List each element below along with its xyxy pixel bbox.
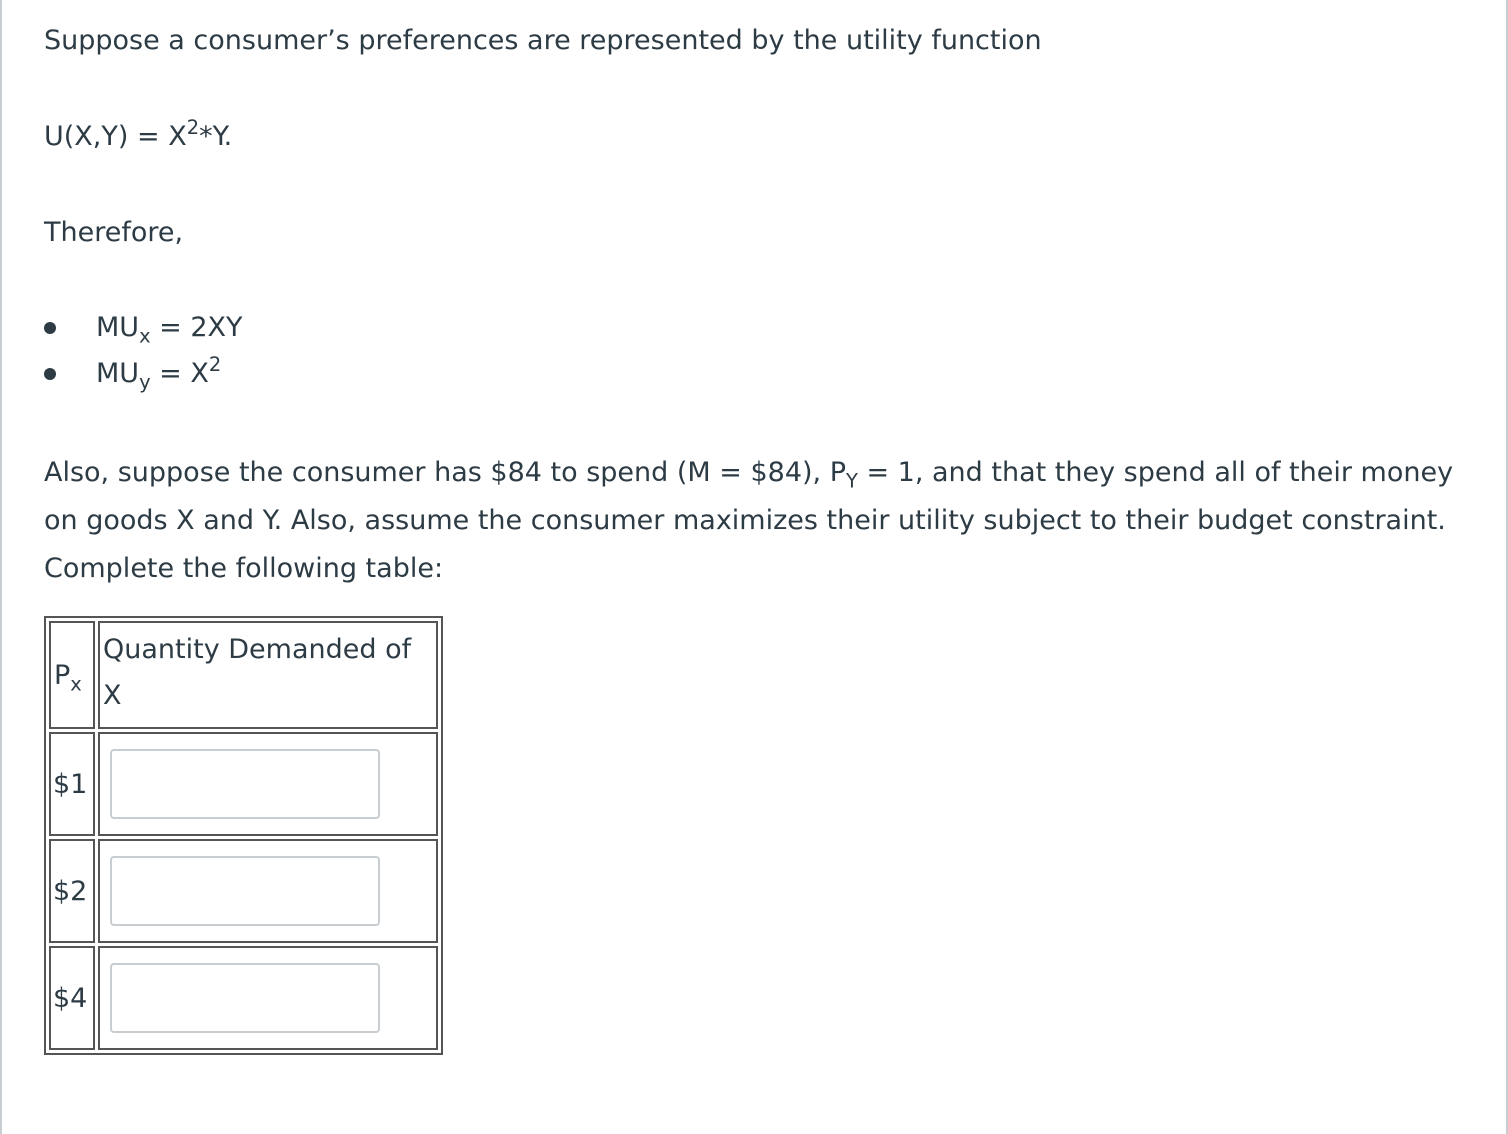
answer-input-px-4[interactable] xyxy=(110,963,380,1033)
therefore-text: Therefore, xyxy=(44,217,184,248)
answer-input-px-1[interactable] xyxy=(110,749,380,819)
answer-input-px-2[interactable] xyxy=(110,856,380,926)
utility-function: $U(X,Y) = X^2*Y$. xyxy=(44,116,233,152)
intro-text: Suppose a consumer’s preferences are represented by the utility function xyxy=(44,25,1042,56)
price-cell: $1 xyxy=(49,732,95,836)
answer-cell xyxy=(98,946,438,1050)
demand-table xyxy=(44,616,443,1055)
table-row xyxy=(49,946,438,1050)
price-header: $P_x$ xyxy=(49,621,95,729)
bullet-icon xyxy=(44,322,56,334)
quantity-header: Quantity Demanded of X xyxy=(98,621,438,729)
table-row xyxy=(49,732,438,836)
mu-x-item: $MU_x = 2XY$ xyxy=(44,305,243,351)
table-row xyxy=(49,839,438,943)
mu-y-item: $MU_y = X^2$ xyxy=(44,351,243,397)
marginal-utility-list xyxy=(44,305,243,397)
answer-cell xyxy=(98,839,438,943)
price-cell: $4 xyxy=(49,946,95,1050)
price-cell: $2 xyxy=(49,839,95,943)
table-header-row xyxy=(49,621,438,729)
answer-cell xyxy=(98,732,438,836)
problem-paragraph: Also, suppose the consumer has $84 to spend (M = $84), $P_Y = 1$, and that they spend all of their money on goods X and Y. Also, assume the consumer maximizes their utility subject to their budget constraint. Complete the following table: xyxy=(44,457,1454,584)
bullet-icon xyxy=(44,368,56,380)
